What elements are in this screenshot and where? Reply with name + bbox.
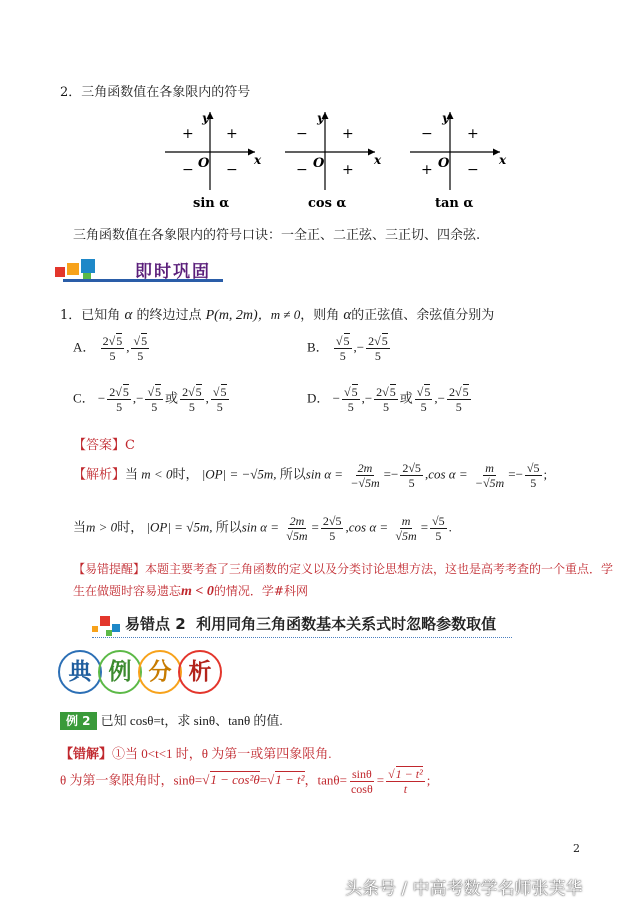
option-b[interactable]: B． $\frac{√5}{5}$ ,− $\frac{2√5}{5}$ [307,334,388,363]
x-axis-label: x [254,153,262,167]
wrong-solution-line-1: 【错解】①当 0<t<1 时，θ 为第一或第四象限角. [60,746,332,761]
heading-rule [92,637,512,638]
banner-title: 即时巩固 [135,262,211,282]
tan-quadrant-diagram [410,111,507,211]
q1-sign: + [467,126,479,142]
y-axis-label: y [202,111,209,125]
analysis-char-4: 析 [178,650,222,694]
consolidation-banner [55,255,225,285]
q4-sign: − [467,162,479,178]
q2-sign: − [421,126,433,142]
x-axis-label: x [374,153,382,167]
error-tip-line-1: 【易错提醒】本题主要考查了三角函数的定义以及分类讨论思想方法，这也是高考考查的一个重点．学 [73,562,614,576]
q1-sign: + [342,126,354,142]
q1-sign: + [226,126,238,142]
q2-sign: + [182,126,194,142]
error-tip-line-2: 生在做题时容易遗忘m < 0的情况．学#科网 [73,584,308,599]
q4-sign: + [342,162,354,178]
analysis-case-1: 【解析】当 m < 0时， |OP| = −√5m, 所以sin α = $\frac{2m}{-√5m}$ =− $\frac{2√5}{5}$ ,cos α = $\frac{m}{-√5m}$ =− $\frac{√5}{5}$ ; [73,461,548,490]
q4-sign: − [226,162,238,178]
q3-sign: − [296,162,308,178]
q2-sign: − [296,126,308,142]
origin-label: O [313,156,325,171]
watermark: 头条号 / 中高考数学名师张芙华 [345,879,583,899]
x-axis-label: x [499,153,507,167]
error-point-heading: 易错点 2 利用同角三角函数基本关系式时忽略参数取值 [125,615,497,633]
sign-mnemonic: 三角函数值在各象限内的符号口诀：一全正、二正弦、三正切、四余弦. [73,228,481,243]
y-axis-label: y [317,111,324,125]
diagram-caption: tan α [435,196,474,211]
diagram-caption: sin α [193,196,230,211]
example-tag: 例 2 [60,712,97,730]
example-2: 例 2 已知 cosθ=t，求 sinθ、tanθ 的值. [60,710,283,729]
analysis-char-1: 典 [58,650,102,694]
quadrant-sign-diagrams [160,110,510,215]
answer: 【答案】C [73,438,135,453]
analysis-char-3: 分 [138,650,182,694]
wrong-solution-line-2: θ 为第一象限角时，sinθ=√1 − cos²θ=√1 − t²，tanθ= $\frac{\sin\theta}{\cos\theta}$ = $\frac{\text{√1 − t²}}{t}$ ; [60,767,431,796]
y-axis-label: y [442,111,449,125]
option-d[interactable]: D． − $\frac{√5}{5}$ ,− $\frac{2√5}{5}$ 或 $\frac{√5}{5}$ ,− $\frac{2√5}{5}$ [307,385,469,414]
q3-sign: + [421,162,433,178]
diagram-caption: cos α [308,196,347,211]
error-point-decoration [92,610,122,636]
question-1-stem: 1．已知角 α 的终边过点 P(m, 2m)，m ≠ 0，则角 α的正弦值、余弦值分别为 [60,307,495,323]
sin-quadrant-diagram [165,111,262,211]
option-c[interactable]: C． − $\frac{2√5}{5}$ ,− $\frac{√5}{5}$ 或 $\frac{2√5}{5}$ , $\frac{√5}{5}$ [73,385,227,414]
page-number: 2 [573,842,580,855]
origin-label: O [198,156,210,171]
section-heading: 2．三角函数值在各象限内的符号 [60,85,251,100]
origin-label: O [438,156,450,171]
analysis-char-2: 例 [98,650,142,694]
cos-quadrant-diagram [285,111,382,211]
analysis-case-2: 当m > 0时， |OP| = √5m, 所以sin α = $\frac{2m}{√5m}$ = $\frac{2√5}{5}$ ,cos α = $\frac{m}{√5m}$ = $\frac{√5}{5}$ . [73,514,452,543]
option-a[interactable]: A． $\frac{2√5}{5}$ , $\frac{√5}{5}$ [73,334,148,363]
q3-sign: − [182,162,194,178]
